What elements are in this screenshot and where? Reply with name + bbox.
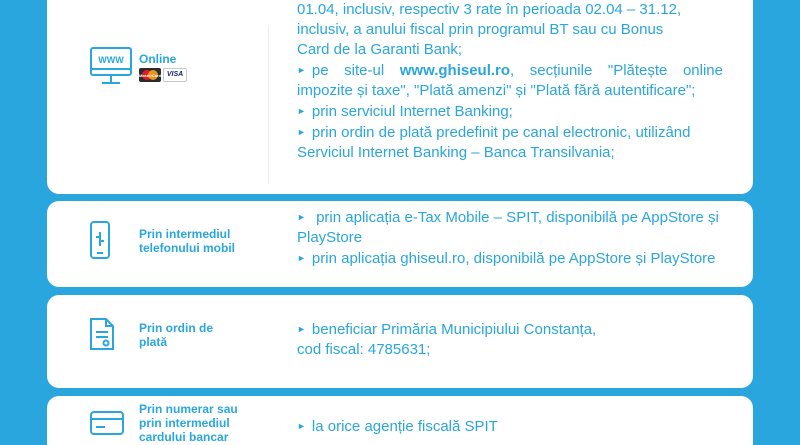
mastercard-logo-icon: MasterCard <box>139 68 161 82</box>
list-item: ► prin aplicația ghiseul.ro, disponibilă pe AppStore și PlayStore <box>297 250 716 267</box>
list-item: ► pe site-ul www.ghiseul.ro, secțiunile "Plătește online impozite și taxe", "Plată amenzi" și "Plată fără autentificare"; <box>297 62 723 99</box>
cash-payment-card <box>47 396 753 445</box>
ghiseul-link[interactable]: www.ghiseul.ro <box>399 62 511 79</box>
cash-methods-list <box>297 416 723 437</box>
document-icon <box>89 317 115 356</box>
payment-order-label: Prin ordin de plată <box>139 321 214 349</box>
mobile-label: Prin intermediul telefonului mobil <box>139 227 235 255</box>
list-item: ► prin serviciul Internet Banking; <box>297 103 513 120</box>
online-label-column <box>47 0 267 194</box>
column-divider <box>268 26 269 184</box>
bullet-arrow-icon: ► <box>297 212 306 222</box>
svg-text:WWW: WWW <box>98 55 124 65</box>
bullet-arrow-icon: ► <box>297 421 306 431</box>
fiscal-code-line: cod fiscal: 4785631; <box>297 341 431 358</box>
computer-www-icon <box>89 44 133 93</box>
mobile-phone-icon <box>89 220 111 265</box>
list-item: ► beneficiar Primăria Municipiului Constanța, <box>297 321 597 338</box>
bullet-arrow-icon: ► <box>297 324 306 334</box>
bullet-arrow-icon: ► <box>297 253 306 263</box>
bank-card-icon <box>89 410 125 441</box>
bullet-arrow-icon: ► <box>297 65 306 75</box>
payment-order-card <box>47 295 753 388</box>
list-item: ► la orice agenție fiscală SPIT <box>297 418 498 435</box>
online-payment-card <box>47 0 753 194</box>
online-intro-line-2: inclusiv, a anului fiscal prin programul BT sau cu Bonus <box>297 21 664 38</box>
mobile-methods-list <box>297 207 723 269</box>
cash-label: Prin numerar sau prin intermediul cardului bancar <box>139 402 238 444</box>
online-intro-line-3: Card de la Garanti Bank; <box>297 41 463 58</box>
online-intro-line-1: 01.04, inclusiv, respectiv 3 rate în perioada 02.04 – 31.12, <box>297 1 682 18</box>
online-label: Online <box>139 52 177 66</box>
card-brands <box>139 68 187 82</box>
online-methods-list <box>297 0 723 163</box>
payment-order-details <box>297 319 723 360</box>
list-item: ► prin ordin de plată predefinit pe canal electronic, utilizând Serviciul Internet Banking – Banca Transilvania; <box>297 124 691 161</box>
bullet-arrow-icon: ► <box>297 127 306 137</box>
bullet-arrow-icon: ► <box>297 106 306 116</box>
mobile-payment-card <box>47 201 753 287</box>
list-item: ► prin aplicația e-Tax Mobile – SPIT, disponibilă pe AppStore și PlayStore <box>297 209 719 246</box>
visa-logo-icon: VISA <box>163 68 187 82</box>
